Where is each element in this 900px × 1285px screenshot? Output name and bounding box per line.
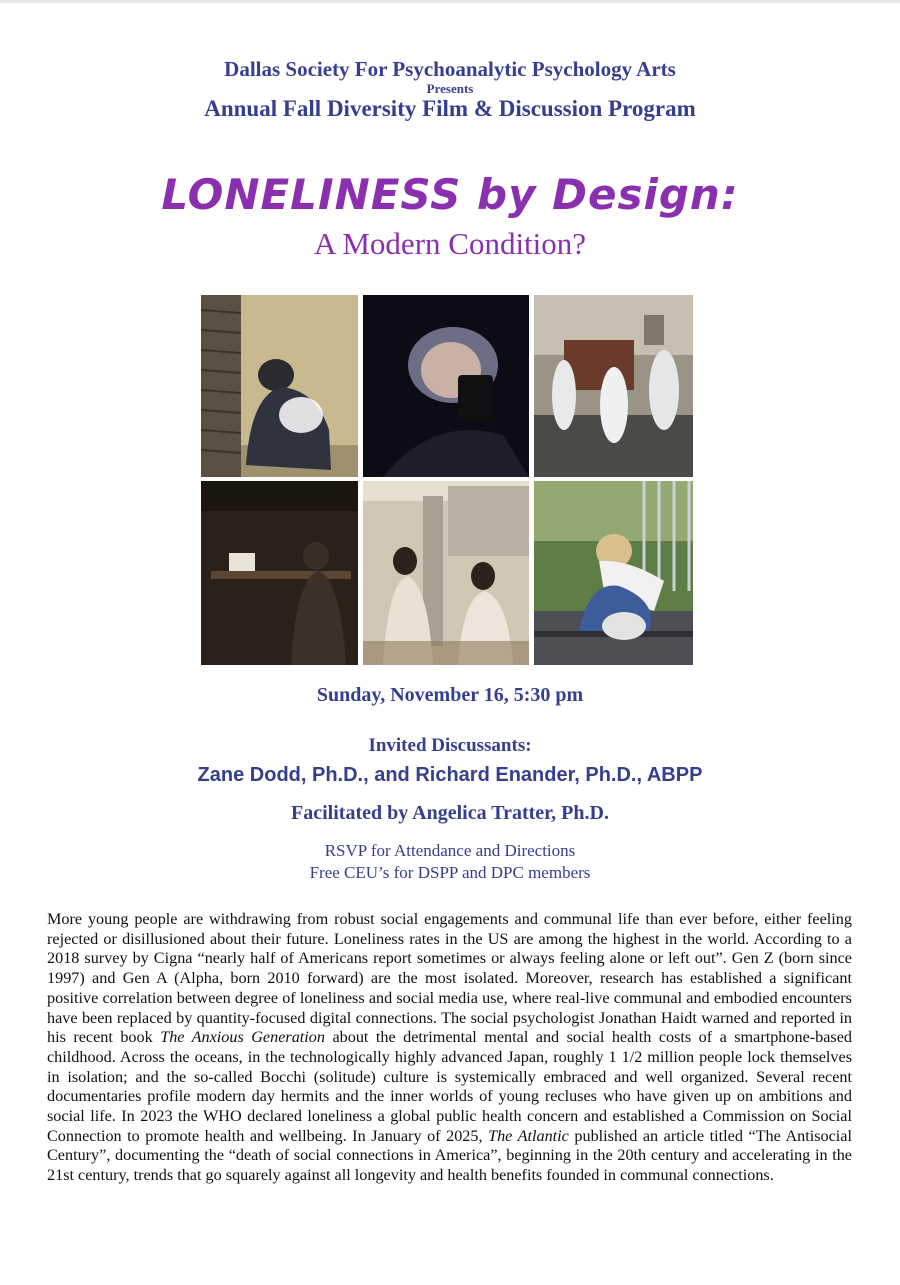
faded-crowd-plaza-photo bbox=[534, 295, 693, 477]
sad-woman-on-stairs-photo bbox=[534, 481, 693, 665]
invited-discussants-label: Invited Discussants: bbox=[368, 735, 532, 756]
description-part-3: published an article titled “The Antisocial Century”, documenting the “death of social connections in America”, beginning in the 20th century and accelerating in the 21st century, trends that go squarely against all longevity and health benefits founded in communal connections. bbox=[47, 1126, 852, 1185]
man-crouching-by-shutter-photo bbox=[201, 295, 358, 477]
presents-label: Presents bbox=[426, 81, 474, 96]
event-date: Sunday, November 16, 5:30 pm bbox=[316, 684, 584, 706]
magazine-title: The Atlantic bbox=[488, 1126, 569, 1145]
photo-collage bbox=[201, 295, 693, 665]
rsvp-line: RSVP for Attendance and Directions bbox=[324, 841, 576, 860]
film-subtitle: A Modern Condition? bbox=[313, 226, 587, 261]
description-paragraph bbox=[47, 910, 852, 1186]
description-part-1: More young people are withdrawing from robust social engagements and communal life than ever before, either feeling rejected or disillusioned about their future. Loneliness rates in the US are among the highest in the world. According to a 2018 survey by Cigna “nearly half of Americans report sometimes or always feeling alone or left out”. Gen Z (born since 1997) and Gen A (Alpha, born 2010 forward) are the most isolated. Moreover, research has established a significant positive correlation between degree of loneliness and social media use, where real-live communal and embodied encounters have been replaced by quantity-focused digital connections. The social psychologist Jonathan Haidt warned and reported in his recent book bbox=[47, 910, 852, 1047]
film-title: LONELINESS by Design: bbox=[161, 170, 739, 219]
person-at-laptop-dark-room-photo bbox=[201, 481, 358, 665]
organization-name: Dallas Society For Psychoanalytic Psychology Arts bbox=[224, 57, 676, 81]
rsvp-info bbox=[0, 840, 900, 884]
description-part-2: about the detrimental mental and social health costs of a smartphone-based childhood. Across the oceans, in the technologically highly advanced Japan, roughly 1 1/2 million people lock themselves in isolation; and the so-called Bocchi (solitude) culture is systemically embraced and well organized. Several recent documentaries profile modern day hermits and the inner worlds of young recluses who have given up on ambitions and social life. In 2023 the WHO declared loneliness a global public health concern and established a Commission on Social Connection to promote health and wellbeing. In January of 2025, bbox=[47, 1028, 853, 1145]
woman-lit-by-phone-photo bbox=[363, 295, 529, 477]
ceu-line: Free CEU’s for DSPP and DPC members bbox=[309, 863, 591, 882]
women-in-cubicles-photo bbox=[363, 481, 529, 665]
discussants-names: Zane Dodd, Ph.D., and Richard Enander, Ph.D., ABPP bbox=[197, 764, 703, 786]
facilitator: Facilitated by Angelica Tratter, Ph.D. bbox=[291, 802, 609, 824]
top-border bbox=[0, 0, 900, 3]
program-title: Annual Fall Diversity Film & Discussion Program bbox=[204, 96, 696, 121]
book-title: The Anxious Generation bbox=[160, 1028, 325, 1047]
